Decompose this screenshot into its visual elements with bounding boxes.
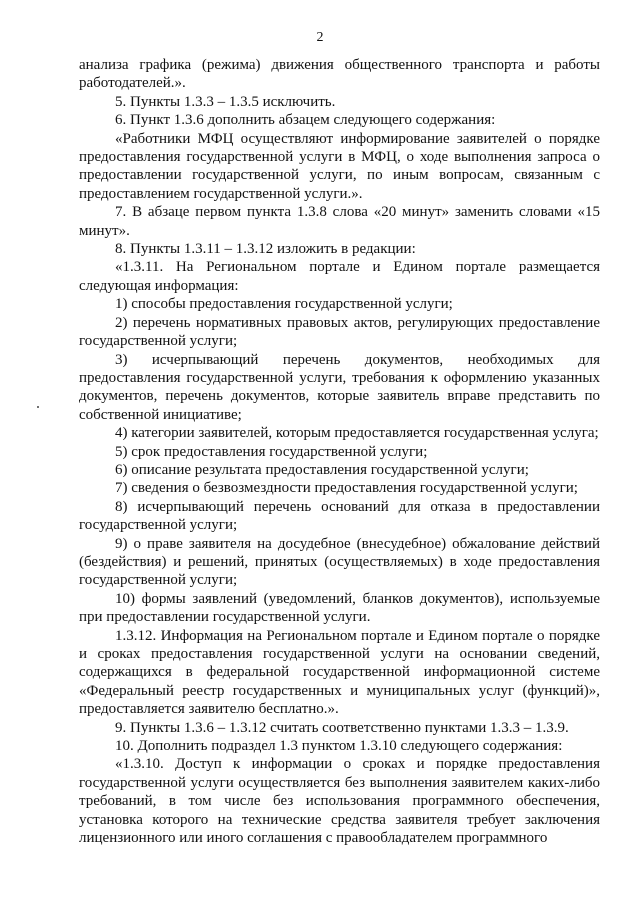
paragraph-1-3-10: «1.3.10. Доступ к информации о сроках и порядке предоставления государственной услуги осуществляется без выполнения заявителем каких-либо требований, в том числе без использования программного обеспечения, установка которого на технические средства заявителя требует заключения лицензионного или иного соглашения с правообладателем программного [79, 756, 600, 847]
list-item-1: 1) способы предоставления государственной услуги; [115, 296, 453, 313]
paragraph-continuation: анализа графика (режима) движения общественного транспорта и работы работодателей.». [79, 57, 600, 92]
paragraph-1-3-12: 1.3.12. Информация на Региональном портале и Едином портале о порядке и сроках предоставления государственной услуги на основании сведений, содержащихся в федеральной государственной информационной системе «Федеральный реестр государственных и муниципальных услуг (функций)», предоставляется заявителю бесплатно.». [79, 627, 600, 718]
paragraph-item-6: 6. Пункт 1.3.6 дополнить абзацем следующего содержания: [115, 112, 496, 129]
paragraph-1-3-11: «1.3.11. На Региональном портале и Едином портале размещается следующая информация: [79, 259, 600, 294]
list-item-8: 8) исчерпывающий перечень оснований для отказа в предоставлении государственной услуги; [79, 498, 600, 534]
list-item-9: 9) о праве заявителя на досудебное (внесудебное) обжалование действий (бездействия) и решений, принятых (осуществляемых) в ходе предоставления государственной услуги; [79, 535, 600, 589]
list-item-5: 5) срок предоставления государственной услуги; [115, 443, 428, 460]
page-number: 2 [316, 30, 324, 45]
scan-artifact-dot [37, 406, 39, 408]
list-item-3: 3) исчерпывающий перечень документов, необходимых для предоставления государственной услуги, требования к оформлению указанных документов, перечень документов, которые заявитель вправе представить по собственной инициативе; [79, 351, 600, 423]
paragraph-item-8: 8. Пункты 1.3.11 – 1.3.12 изложить в редакции: [115, 241, 416, 258]
list-item-7: 7) сведения о безвозмездности предоставления государственной услуги; [115, 480, 578, 497]
list-item-4: 4) категории заявителей, которым предоставляется государственная услуга; [115, 425, 599, 442]
paragraph-item-9: 9. Пункты 1.3.6 – 1.3.12 считать соответственно пунктами 1.3.3 – 1.3.9. [115, 719, 569, 736]
list-item-10: 10) формы заявлений (уведомлений, бланков документов), используемые при предоставлении государственной услуги. [79, 590, 600, 626]
list-item-2: 2) перечень нормативных правовых актов, регулирующих предоставление государственной услуги; [79, 314, 600, 350]
document-body [79, 56, 600, 847]
paragraph-item-5: 5. Пункты 1.3.3 – 1.3.5 исключить. [115, 93, 336, 110]
paragraph-item-10: 10. Дополнить подраздел 1.3 пунктом 1.3.10 следующего содержания: [115, 738, 563, 755]
paragraph-mfc-quote: «Работники МФЦ осуществляют информирование заявителей о порядке предоставления государственной услуги в МФЦ, о ходе выполнения запроса о предоставлении государственной услуги, по иным вопросам, связанным с предоставлением государственной услуги.». [79, 130, 600, 202]
paragraph-item-7: 7. В абзаце первом пункта 1.3.8 слова «20 минут» заменить словами «15 минут». [79, 204, 600, 239]
list-item-6: 6) описание результата предоставления государственной услуги; [115, 461, 529, 478]
